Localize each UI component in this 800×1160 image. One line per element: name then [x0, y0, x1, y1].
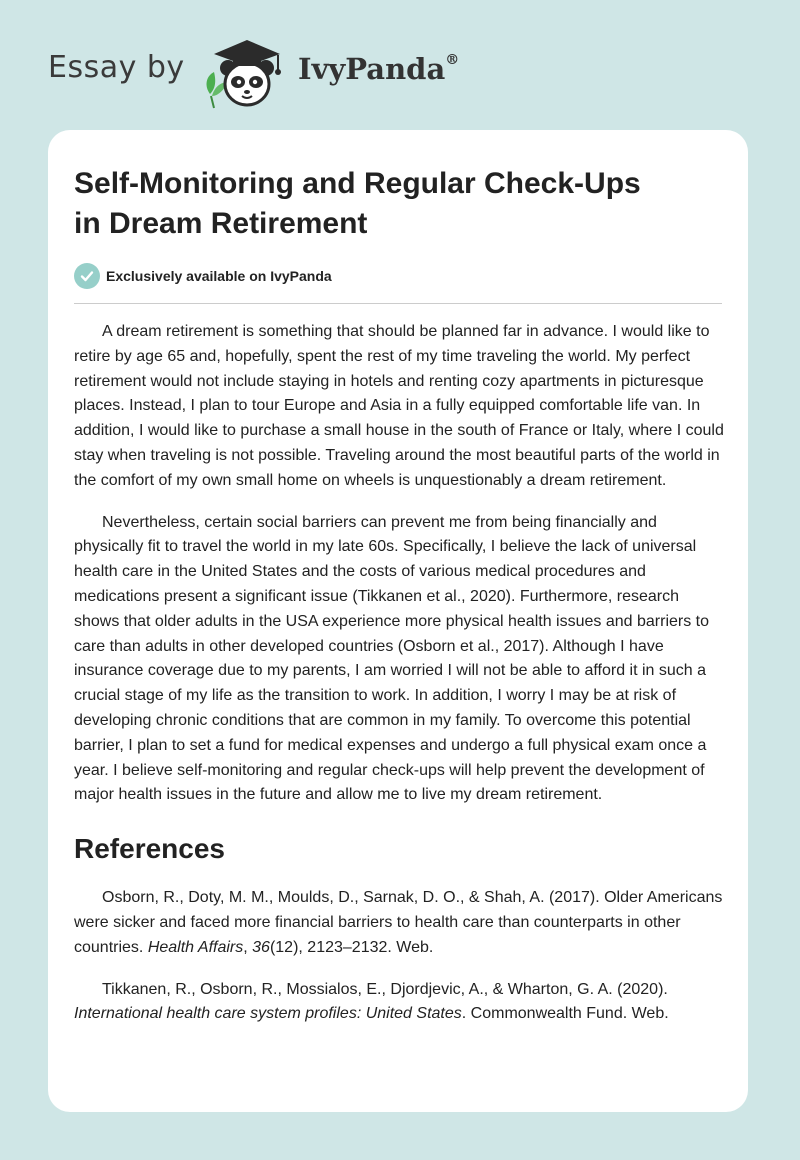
divider — [74, 303, 722, 304]
reference-tikkanen: Tikkanen, R., Osborn, R., Mossialos, E., Djordjevic, A., & Wharton, G. A. (2020). International health care system profiles: United States. Commonwealth Fund. Web. — [74, 980, 669, 1023]
reference-osborn: Osborn, R., Doty, M. M., Moulds, D., Sarnak, D. O., & Shah, A. (2017). Older Americans were sicker and faced more financial barriers to health care than counterparts in other countries. Health Affairs, 36(12), 2123–2132. Web. — [74, 889, 723, 956]
references-heading: References — [74, 833, 225, 865]
essay-body — [74, 320, 726, 1044]
paragraph-2: Nevertheless, certain social barriers can prevent me from being financially and physically fit to travel the world in my late 60s. Specifically, I believe the lack of universal health care in the United States and the costs of various medical procedures and medications present a significant issue (Tikkanen et al., 2020). Furthermore, research shows that older adults in the USA experience more physical health issues and barriers to care than adults in other developed countries (Osborn et al., 2017). Although I have insurance coverage due to my parents, I am worried I will not be able to afford it in such a crucial stage of my life as the transition to work. In addition, I worry I may be at risk of developing chronic conditions that are common in my family. To overcome this potential barrier, I plan to set a fund for medical expenses and undergo a full physical exam once a year. I believe self-monitoring and regular check-ups will help prevent the development of major health issues in the future and allow me to live my dream retirement. — [74, 513, 710, 804]
brand-name: IvyPanda® — [298, 52, 460, 86]
essay-card — [48, 130, 748, 1112]
paragraph-1: A dream retirement is something that should be planned far in advance. I would like to retire by age 65 and, hopefully, spent the rest of my time traveling the world. My perfect retirement would not include staying in hotels and renting cozy apartments in picturesque places. Instead, I plan to tour Europe and Asia in a fully equipped comfortable life van. In addition, I would like to purchase a small house in the south of France or Italy, where I could stay when traveling is not possible. Traveling around the most beautiful parts of the world in the comfort of my own small home on wheels is unquestionably a dream retirement. — [74, 323, 724, 489]
site-header — [48, 34, 508, 114]
exclusive-badge — [74, 263, 332, 289]
panda-graduate-icon — [200, 36, 292, 110]
essay-title: Self-Monitoring and Regular Check-Ups in Dream Retirement — [74, 167, 641, 240]
essay-by-label: Essay by — [48, 50, 185, 85]
badge-label: Exclusively available on IvyPanda — [106, 268, 332, 284]
checkmark-icon — [74, 263, 100, 289]
